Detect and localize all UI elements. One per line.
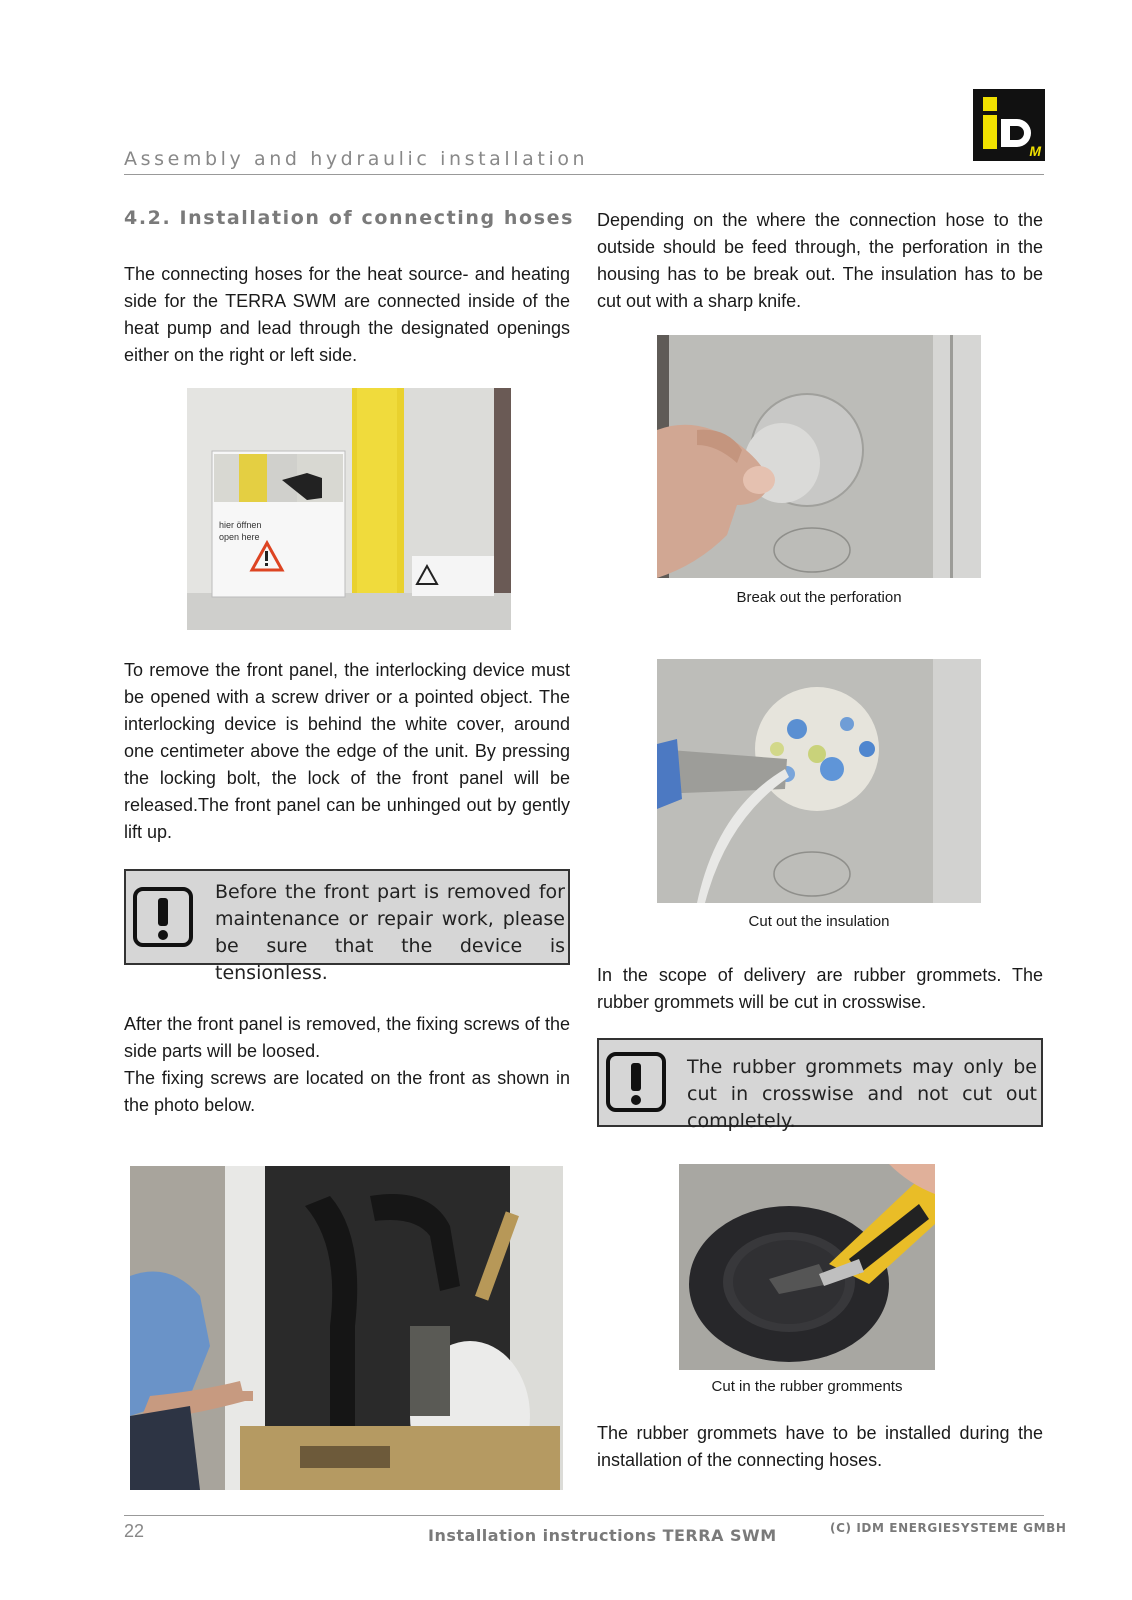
footer-rule — [124, 1515, 1044, 1516]
right-paragraph-1: Depending on the where the connection hose to the outside should be feed through, the perforation in the housing has to be break out. The insulation has to be cut out with a sharp knife. — [597, 210, 1043, 311]
photo-cut-insulation — [657, 659, 981, 903]
section-title: Assembly and hydraulic installation — [124, 148, 589, 170]
exclamation-icon — [133, 887, 193, 947]
logo-d — [1001, 119, 1031, 147]
photo-break-out-perforation — [657, 335, 981, 578]
left-paragraph-1: The connecting hoses for the heat source- and heating side for the TERRA SWM are connected inside of the heat pump and lead through the designated openings either on the right or left side. — [124, 264, 570, 365]
warning-box-grommets — [597, 1038, 1043, 1132]
photo-front-panel-label — [187, 388, 511, 630]
warning-text-grommets: The rubber grommets may only be cut in crosswise and not cut out completely. — [687, 1056, 1037, 1132]
logo-i-stem — [983, 115, 997, 149]
caption-cut-insulation: Cut out the insulation — [748, 913, 890, 930]
left-paragraph-3b: The fixing screws are located on the front as shown in the photo below. — [124, 1068, 570, 1115]
warning-text-tensionless: Before the front part is removed for maintenance or repair work, please be sure that the device is tensionless. — [215, 881, 565, 984]
logo-i-dot — [983, 97, 997, 111]
idm-logo — [973, 89, 1045, 161]
caption-break-out: Break out the perforation — [736, 589, 902, 606]
document-title: Installation instructions TERRA SWM — [428, 1526, 777, 1545]
left-paragraph-2: To remove the front panel, the interlocking device must be opened with a screw driver or a pointed object. The interlocking device is behind the white cover, around one centimeter above the edge of the unit. By pressing the locking bolt, the lock of the front panel will be released.The front panel can be unhinged out by gently lift up. — [124, 660, 570, 842]
warning-box-tensionless — [124, 869, 570, 984]
photo-fixing-screws — [130, 1166, 563, 1490]
sticker-label-de: hier öffnen — [219, 520, 262, 530]
left-paragraph-3a: After the front panel is removed, the fixing screws of the side parts will be loosed. — [124, 1014, 570, 1061]
photo-rubber-grommet — [679, 1164, 935, 1370]
caption-rubber-grommets: Cut in the rubber gromments — [711, 1378, 903, 1395]
exclamation-icon — [606, 1052, 666, 1112]
logo-sub: M — [1029, 143, 1041, 159]
copyright-notice: (C) IDM ENERGIESYSTEME GMBH — [830, 1521, 1067, 1535]
header-rule — [124, 174, 1044, 175]
right-paragraph-2: In the scope of delivery are rubber grommets. The rubber grommets will be cut in crosswise. — [597, 965, 1043, 1012]
page-number: 22 — [124, 1521, 145, 1541]
section-heading: 4.2. Installation of connecting hoses — [124, 207, 575, 229]
right-paragraph-3: The rubber grommets have to be installed during the installation of the connecting hoses. — [597, 1423, 1043, 1470]
sticker-label-en: open here — [219, 532, 260, 542]
